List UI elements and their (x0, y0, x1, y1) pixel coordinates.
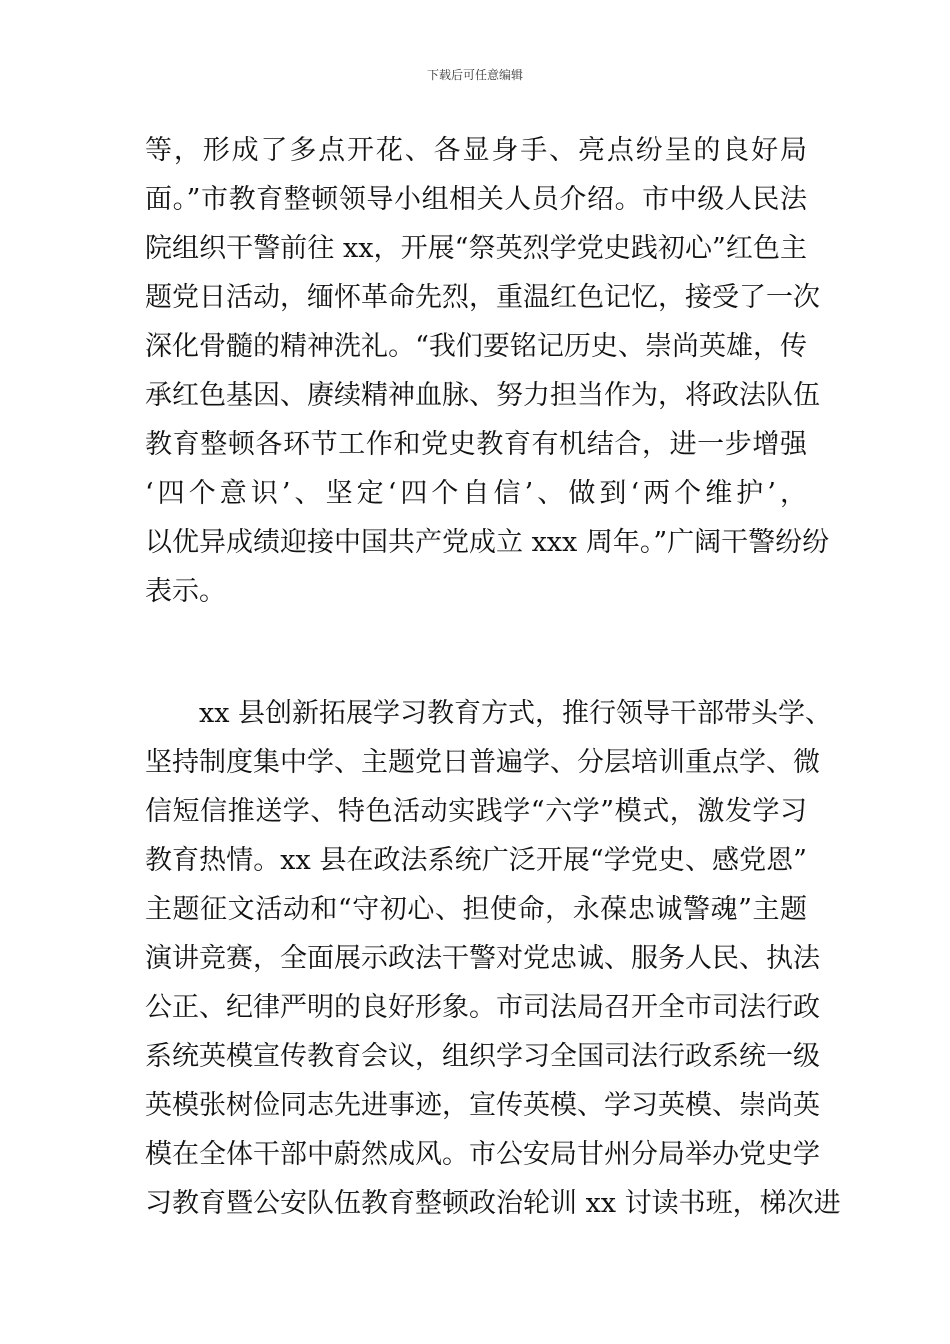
text-line: 信短信推送学、特色活动实践学“六学”模式，激发学习 (145, 796, 807, 827)
text-line: 教育整顿各环节工作和党史教育有机结合，进一步增强 (145, 429, 807, 460)
document-body (145, 126, 841, 1228)
paragraph-2 (145, 689, 841, 1228)
text-line: ‘四个意识’、坚定‘四个自信’、做到‘两个维护’， (145, 478, 807, 509)
text-line: 面。”市教育整顿领导小组相关人员介绍。市中级人民法 (145, 184, 807, 215)
text-line: 教育热情。xx 县在政法系统广泛开展“学党史、感党恩” (145, 845, 807, 876)
text-line: 模在全体干部中蔚然成风。市公安局甘州分局举办党史学 (145, 1139, 820, 1170)
text-line: 以优异成绩迎接中国共产党成立 xxx 周年。”广阔干警纷纷 (145, 527, 830, 558)
text-line: 深化骨髓的精神洗礼。“我们要铭记历史、崇尚英雄，传 (145, 331, 807, 362)
paragraph-spacer (145, 616, 807, 689)
text-line: 演讲竞赛，全面展示政法干警对党忠诚、服务人民、执法 (145, 943, 820, 974)
text-line: 习教育暨公安队伍教育整顿政治轮训 xx 讨读书班，梯次进 (145, 1188, 841, 1219)
page-header: 下载后可任意编辑 (426, 68, 523, 82)
text-line: 系统英模宣传教育会议，组织学习全国司法行政系统一级 (145, 1041, 820, 1072)
text-line: 题党日活动，缅怀革命先烈，重温红色记忆，接受了一次 (145, 282, 820, 313)
paragraph-1 (145, 126, 830, 616)
text-line: 表示。 (145, 576, 226, 607)
text-line: 英模张树俭同志先进事迹，宣传英模、学习英模、崇尚英 (145, 1090, 820, 1121)
text-line: xx 县创新拓展学习教育方式，推行领导干部带头学、 (199, 698, 833, 729)
text-line: 承红色基因、赓续精神血脉、努力担当作为，将政法队伍 (145, 380, 820, 411)
text-line: 主题征文活动和“守初心、担使命，永葆忠诚警魂”主题 (145, 894, 807, 925)
text-line: 院组织干警前往 xx，开展“祭英烈学党史践初心”红色主 (145, 233, 807, 264)
text-line: 公正、纪律严明的良好形象。市司法局召开全市司法行政 (145, 992, 820, 1023)
text-line: 等，形成了多点开花、各显身手、亮点纷呈的良好局 (145, 135, 807, 166)
text-line: 坚持制度集中学、主题党日普遍学、分层培训重点学、微 (145, 747, 820, 778)
